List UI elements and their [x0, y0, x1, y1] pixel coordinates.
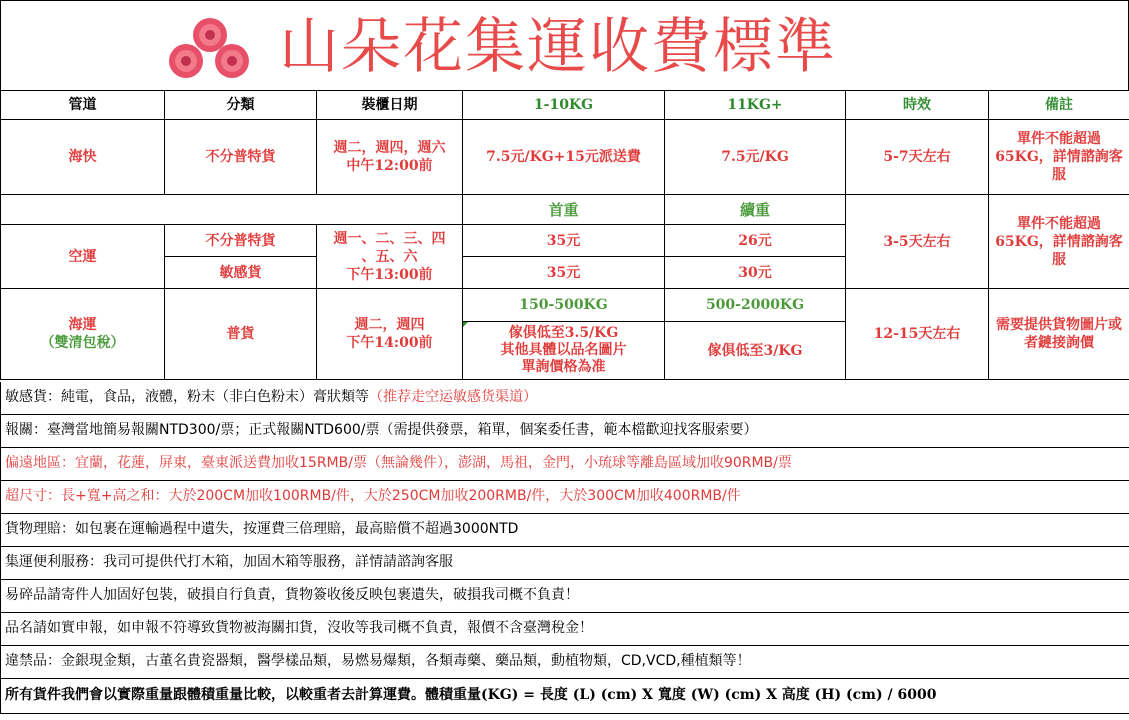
duration-cell: 5-7天左右 [846, 120, 989, 195]
ship-date-line: 下午14:00前 [346, 335, 433, 351]
channel-sea-express: 海快 [1, 120, 165, 195]
price-next-weight: 30元 [665, 257, 846, 289]
price-range-b: 傢俱低至3/KG [665, 322, 846, 380]
note-declaration: 品名請如實申報，如申報不符導致貨物被海關扣貨，沒收等我司概不負責，報價不含臺灣稅金！ [0, 613, 1129, 646]
ship-date-line: 週一、二、三、四 [333, 230, 446, 247]
price-11kg-plus: 7.5元/KG [665, 120, 846, 195]
rose-logo-icon [166, 15, 254, 81]
table-row [1, 120, 1129, 195]
channel-air: 空運 [1, 225, 165, 289]
ship-date-cell [317, 289, 463, 380]
price-line: 單詢價格為准 [521, 359, 606, 375]
weight-range-a: 150-500KG [463, 289, 665, 322]
rate-table [0, 90, 1129, 380]
col-remark: 備註 [989, 91, 1129, 120]
air-next-weight-header: 續重 [665, 195, 846, 225]
note-services: 集運便利服務：我司可提供代打木箱，加固木箱等服務，詳情請諮詢客服 [0, 547, 1129, 580]
price-1-10kg: 7.5元/KG+15元派送費 [463, 120, 665, 195]
price-line: 其他具體以品名圖片 [500, 342, 627, 358]
empty-cell [1, 195, 463, 225]
channel-sub-label: （雙清包稅） [40, 335, 125, 351]
channel-sea [1, 289, 165, 380]
price-line: 傢俱低至3.5/KG [508, 325, 619, 341]
ship-date-cell [317, 120, 463, 195]
duration-cell: 12-15天左右 [846, 289, 989, 380]
ship-date-line: 、五、六 [361, 248, 418, 265]
category-cell: 敏感貨 [165, 257, 317, 289]
channel-label: 海運 [68, 317, 97, 333]
col-1-10kg: 1-10KG [463, 91, 665, 120]
table-row [1, 289, 1129, 322]
col-11kg-plus: 11KG+ [665, 91, 846, 120]
remark-cell: 單件不能超過65KG，詳情諮詢客服 [989, 120, 1129, 195]
col-duration: 時效 [846, 91, 989, 120]
col-channel: 管道 [1, 91, 165, 120]
remark-cell: 單件不能超過65KG，詳情諮詢客服 [989, 195, 1129, 289]
note-sensitive-goods [0, 382, 1129, 415]
air-first-weight-header: 首重 [463, 195, 665, 225]
note-remote-area: 偏遠地區：宜蘭，花蓮，屏東，臺東派送費加收15RMB/票（無論幾件），澎湖，馬祖，金門，小琉球等離島區域加收90RMB/票 [0, 448, 1129, 481]
price-first-weight: 35元 [463, 257, 665, 289]
ship-date-line: 下午13:00前 [346, 266, 433, 283]
col-category: 分類 [165, 91, 317, 120]
ship-date-line: 週二，週四，週六 [333, 140, 446, 156]
ship-date-cell [317, 225, 463, 289]
weight-range-b: 500-2000KG [665, 289, 846, 322]
page-title: 山朵花集運收費標準 [279, 12, 837, 82]
price-next-weight: 26元 [665, 225, 846, 257]
title-banner [0, 0, 1129, 90]
note-compensation: 貨物理賠：如包裹在運輸過程中遺失，按運費三倍理賠，最高賠償不超過3000NTD [0, 514, 1129, 547]
duration-cell: 3-5天左右 [846, 195, 989, 289]
header-row [1, 91, 1129, 120]
category-cell: 普貨 [165, 289, 317, 380]
category-cell: 不分普特貨 [165, 120, 317, 195]
remark-cell: 需要提供貨物圖片或者鏈接詢價 [989, 289, 1129, 380]
note-volume-weight: 所有貨件我們會以實際重量跟體積重量比較，以較重者去計算運費。體積重量(KG) = 長度 (L) (cm) X 寬度 (W) (cm) X 高度 (H) (cm) / 6000 [0, 679, 1129, 714]
col-ship-date: 裝櫃日期 [317, 91, 463, 120]
note-highlight: （推荐走空运敏感货渠道） [369, 389, 537, 405]
note-fragile: 易碎品請寄件人加固好包裝，破損自行負責，貨物簽收後反映包裹遺失，破損我司概不負責！ [0, 580, 1129, 613]
price-range-a [463, 322, 665, 380]
ship-date-line: 中午12:00前 [346, 158, 433, 174]
note-prohibited: 違禁品：金銀現金類，古董名貴瓷器類，醫學樣品類，易燃易爆類，各類毒藥、藥品類，動植物類，CD,VCD,種植類等！ [0, 646, 1129, 679]
ship-date-line: 週二，週四 [354, 317, 425, 333]
note-oversize: 超尺寸：長+寬+高之和：大於200CM加收100RMB/件，大於250CM加收200RMB/件，大於300CM加收400RMB/件 [0, 481, 1129, 514]
table-row [1, 195, 1129, 225]
note-customs: 報關：臺灣當地簡易報關NTD300/票；正式報關NTD600/票（需提供發票，箱單，個案委任書，範本檔歡迎找客服索要） [0, 415, 1129, 448]
category-cell: 不分普特貨 [165, 225, 317, 257]
note-text: 敏感貨：純電，食品，液體，粉末（非白色粉末）膏狀類等 [5, 389, 369, 405]
price-first-weight: 35元 [463, 225, 665, 257]
